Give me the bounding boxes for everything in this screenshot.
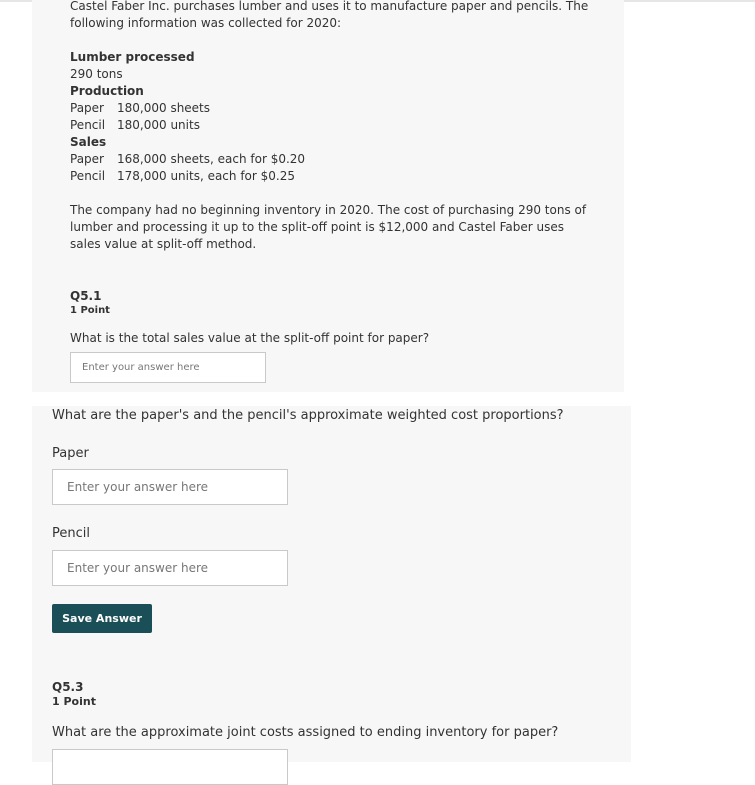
sales-row-paper (70, 151, 305, 168)
sales-item: Paper (70, 152, 104, 166)
sales-row-pencil (70, 168, 295, 185)
production-value: 180,000 sheets (117, 101, 211, 115)
answer-input-q51[interactable] (70, 352, 266, 383)
question-prompt-q53: What are the approximate joint costs assigned to ending inventory for paper? (52, 725, 559, 740)
sales-value: 178,000 units, each for $0.25 (117, 169, 295, 183)
production-row-pencil (70, 117, 200, 134)
paper-label: Paper (52, 446, 89, 461)
production-item: Paper (70, 101, 104, 115)
pencil-label: Pencil (52, 526, 90, 541)
answer-input-q53[interactable] (52, 749, 288, 785)
production-heading: Production (70, 84, 144, 98)
production-item: Pencil (70, 118, 106, 132)
problem-intro: Castel Faber Inc. purchases lumber and uses it to manufacture paper and pencils. The following information was collected for 2020: (70, 0, 589, 30)
production-row-paper (70, 100, 210, 117)
sales-item: Pencil (70, 169, 106, 183)
lumber-heading: Lumber processed (70, 50, 195, 64)
problem-paragraph: The company had no beginning inventory in 2020. The cost of purchasing 290 tons of lumber and processing it up to the split-off point is $12,000 and Castel Faber uses sales value at split-off method. (70, 203, 587, 251)
pencil-answer-input[interactable] (52, 550, 288, 586)
question-points-q53: 1 Point (52, 695, 96, 708)
question-prompt-q52: What are the paper's and the pencil's approximate weighted cost proportions? (52, 408, 564, 423)
lumber-value: 290 tons (70, 67, 123, 81)
save-answer-button[interactable]: Save Answer (52, 604, 152, 633)
question-title-q53: Q5.3 (52, 680, 84, 694)
sales-heading: Sales (70, 135, 107, 149)
question-title: Q5.1 (70, 289, 102, 303)
question-prompt: What is the total sales value at the split-off point for paper? (70, 331, 430, 345)
paper-answer-input[interactable] (52, 469, 288, 505)
question-points: 1 Point (70, 305, 110, 316)
production-value: 180,000 units (117, 118, 200, 132)
sales-value: 168,000 sheets, each for $0.20 (117, 152, 306, 166)
